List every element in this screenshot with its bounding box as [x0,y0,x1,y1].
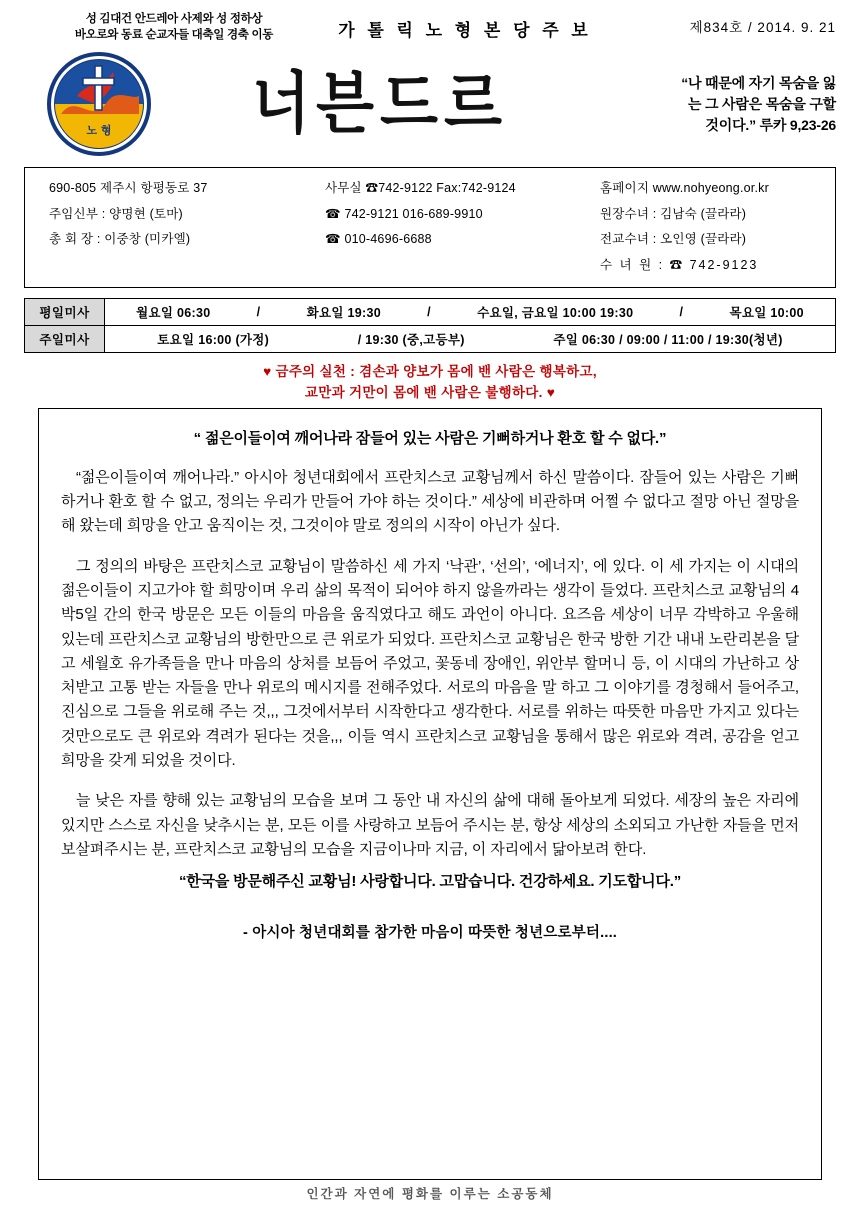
contact-address: 690-805 제주시 항평동로 37 [49,181,208,196]
sunday-mass-times [105,326,835,352]
weekday-mass-label: 평일미사 [25,299,105,325]
sunday-mass-item: 토요일 16:00 (가정) [157,332,270,347]
table-row [25,325,835,352]
contact-pastor: 주임신부 : 양명현 (토마) [49,206,183,221]
parish-emblem-icon [24,52,174,156]
contact-column-address [25,176,325,279]
sunday-mass-item: 주일 06:30 / 09:00 / 11:00 / 19:30(청년) [553,332,783,347]
top-header [0,0,860,43]
weekday-mass-sep: / [256,304,261,319]
article-box [38,408,822,1180]
parish-contact-box [24,167,836,288]
weekday-mass-sep: / [427,304,431,319]
weekday-mass-item: 목요일 10:00 [729,305,804,320]
contact-pastor-phone: ☎ 742-9121 016-689-9910 [325,206,483,221]
article-paragraph-2: 그 정의의 바탕은 프란치스코 교황님이 말씀하신 세 가지 ‘낙관’, ‘선의’, ‘에너지’, 에 있다. 이 세 가지는 이 시대의 젊은이들이 지고가야 할 희망이며 우리 삶의 목적이 되어야 하지 않을까라는 생각이 들었다. 프란치스코 교황님의 4박5일 간의 한국 방문은 모든 이들의 마음을 움직였다고 해도 과언이 아니다. 요즈음 세상이 너무 각박하고 우울해 있는데 프란치스코 교황님의 방한만으로 큰 위로가 되었다. 프란치스코 교황님은 한국 방한 기간 내내 노란리본을 달고 세월호 유가족들을 만나 마음의 상처를 보듬어 주었고, 꽃동네 장애인, 위안부 할머니 등, 이 시대의 가난하고 상처받고 고통 받는 자들을 만나 위로의 메시지를 전해주었다. 서로의 마음을 말 하고 그 이야기를 경청해서 들어주고, 진심으로 그들을 위로해 주는 것,,, 그것에서부터 시작한다고 생각한다. 서로를 위하는 따뜻한 마음만 가지고 있다는 것만으로도 큰 위로와 격려가 된다는 것을,,, 이들 역시 프란치스코 교황님을 통해서 많은 위로와 격려, 공감을 얻고 희망을 갖게 되었을 것이다. [61,557,799,769]
weekday-mass-item: 월요일 06:30 [136,305,211,320]
feast-note [24,12,324,43]
contact-chairman: 총 회 장 : 이중창 (미카엘) [49,232,191,247]
weekly-practice-line1: ♥ 금주의 실천 : 겸손과 양보가 몸에 밴 사람은 행복하고, [263,363,597,379]
verse-line-1: “나 때문에 자기 목숨을 잃 [681,74,836,91]
svg-text:노 형: 노 형 [86,124,112,138]
contact-column-phone [325,176,600,279]
paper-name-text: 너븐드르 [252,64,508,144]
sunday-mass-item: / 19:30 (중,고등부) [357,332,465,347]
weekly-practice-line2: 교만과 거만이 몸에 밴 사람은 불행하다. ♥ [304,385,556,401]
feast-note-line1: 성 김대건 안드레아 사제와 성 정하상 [85,13,263,25]
article-closing: “한국을 방문해주신 교황님! 사랑합니다. 고맙습니다. 건강하세요. 기도합니다.” [178,873,682,891]
article-paragraph-3: 늘 낮은 자를 향해 있는 교황님의 모습을 보며 그 동안 내 자신의 삶에 대해 돌아보게 되었다. 세장의 높은 자리에 있지만 스스로 자신을 낮추시는 분, 모든 이를 사랑하고 보듬어 주시는 분, 항상 세상의 소외되고 가난한 자들을 먼저 보살펴주시는 분, 프란치스코 교황님의 모습을 지금이나마 지금, 이 자리에서 닮아보려 한다. [61,792,799,858]
page-footer: 인간과 자연에 평화를 이루는 소공동체 [306,1187,554,1201]
issue-number: 제834호 / 2014. 9. 21 [689,20,836,35]
contact-mission-sister: 전교수녀 : 오인영 (끌라라) [600,232,747,247]
article-headline: “ 젊은이들이여 깨어나라 잠들어 있는 사람은 기뻐하거나 환호 할 수 없다.” [193,429,667,447]
masthead [0,43,860,161]
table-row [25,299,835,325]
verse-line-3: 것이다.” 루카 9,23-26 [705,116,836,133]
feast-note-line2: 바오로와 동료 순교자들 대축일 경축 이동 [74,28,274,41]
weekday-mass-sep: / [679,304,684,319]
mass-schedule-table [24,298,836,353]
weekday-mass-item: 화요일 19:30 [306,305,381,320]
weekly-practice [24,361,836,404]
scripture-verse [586,73,836,136]
contact-convent-phone: 수 녀 원 : ☎ 742-9123 [600,257,759,272]
sunday-mass-label: 주일미사 [25,326,105,352]
parish-emblem-svg [47,52,151,156]
verse-line-2: 는 그 사람은 목숨을 구할 [688,95,836,112]
weekday-mass-item: 수요일, 금요일 10:00 19:30 [477,305,634,320]
contact-superior-sister: 원장수녀 : 김남숙 (끌라라) [600,206,747,221]
contact-homepage[interactable]: 홈페이지 www.nohyeong.or.kr [600,181,769,196]
article-paragraph-1: “젊은이들이여 깨어나라.” 아시아 청년대회에서 프란치스코 교황님께서 하신 말씀이다. 잠들어 있는 사람은 기뻐하거나 환호 할 수 없고, 정의는 우리가 만들어 가야 하는 것이다.” 세상에 비관하며 어쩔 수 없다고 절망 아닌 절망을 해 왔는데 희망을 안고 움직이는 것, 그것이야 말로 정의의 시작이 아닌가 싶다. [61,468,799,535]
article-signature: - 아시아 청년대회를 참가한 마음이 따뜻한 청년으로부터.... [242,925,618,942]
contact-chairman-phone: ☎ 010-4696-6688 [325,232,432,247]
paper-name [174,64,586,144]
contact-column-web [600,176,835,279]
bulletin-title: 가 톨 릭 노 형 본 당 주 보 [338,21,592,40]
contact-office-phone: 사무실 ☎742-9122 Fax:742-9124 [325,181,516,196]
weekday-mass-times [105,299,835,325]
